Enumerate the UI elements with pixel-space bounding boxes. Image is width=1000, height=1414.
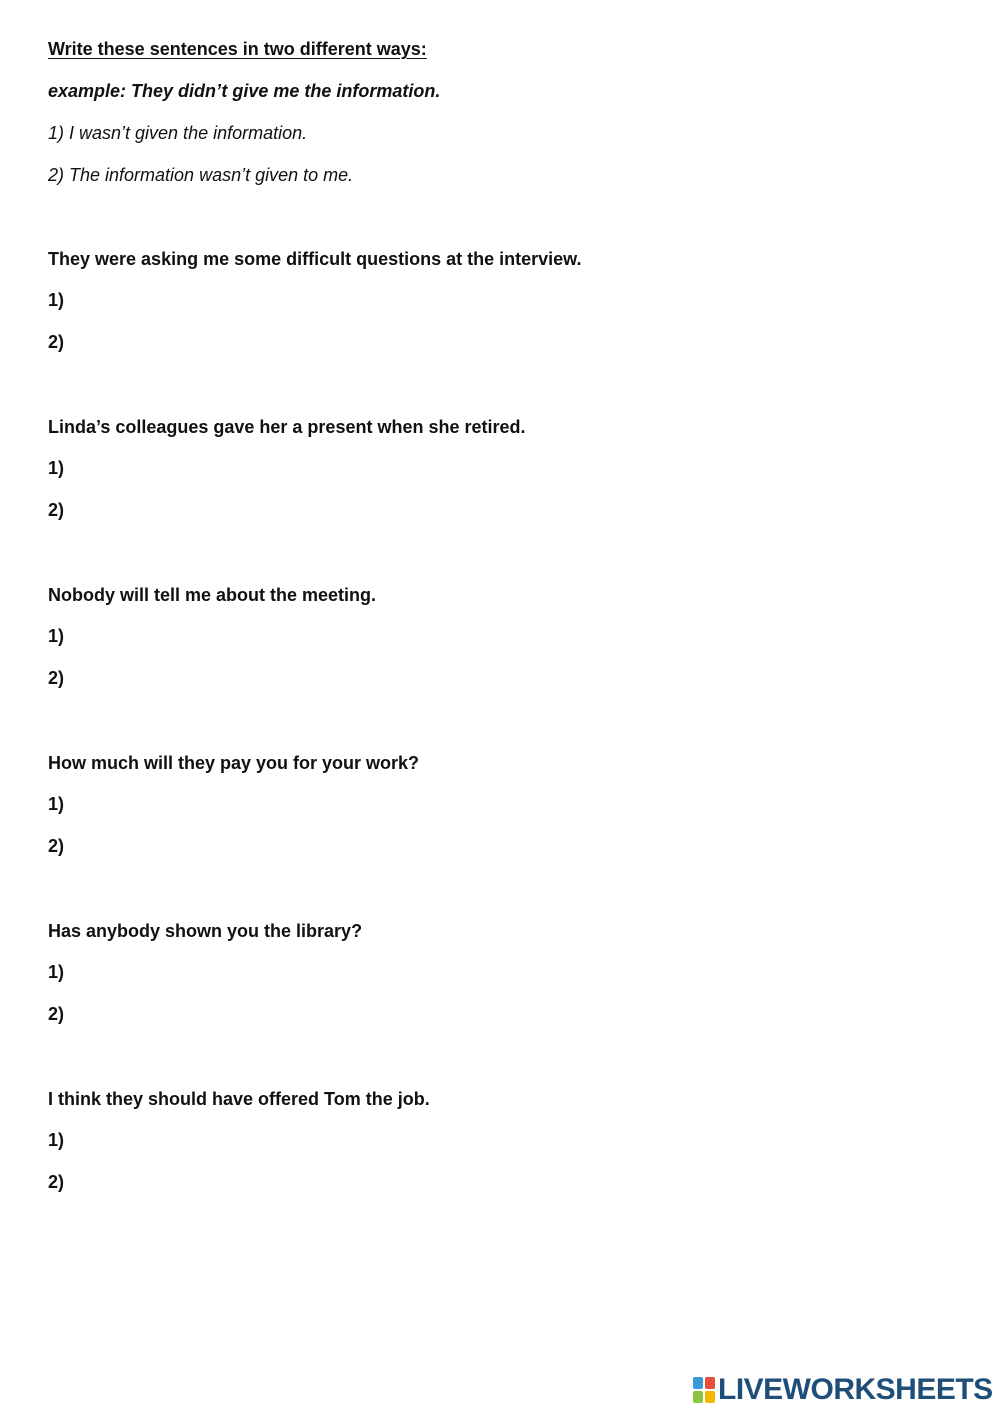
answer-row [48, 834, 608, 858]
answer-input[interactable] [70, 625, 608, 648]
answer-label: 2) [48, 836, 65, 856]
answer-row [48, 288, 608, 312]
answer-input[interactable] [70, 289, 608, 312]
answer-row [48, 792, 608, 816]
question-sentence: How much will they pay you for your work? [48, 753, 420, 773]
answer-label: 2) [48, 500, 65, 520]
answer-row [48, 330, 608, 354]
logo-brand-text: LIVEWORKSHEETS [718, 1373, 993, 1406]
answer-row [48, 1170, 608, 1194]
answer-row [48, 1128, 608, 1152]
example-answer-2: 2) The information wasn’t given to me. [48, 165, 354, 185]
answer-label: 2) [48, 332, 65, 352]
answer-input[interactable] [70, 1171, 608, 1194]
answer-label: 1) [48, 626, 65, 646]
logo-square-yellow [705, 1391, 715, 1403]
liveworksheets-logo [693, 1374, 993, 1406]
answer-label: 2) [48, 1172, 65, 1192]
answer-input[interactable] [70, 331, 608, 354]
answer-row [48, 456, 608, 480]
question-sentence: Has anybody shown you the library? [48, 921, 363, 941]
answer-input[interactable] [70, 1003, 608, 1026]
answer-input[interactable] [70, 667, 608, 690]
example-sentence: example: They didn’t give me the information. [48, 81, 441, 101]
answer-label: 1) [48, 1130, 65, 1150]
answer-row [48, 498, 608, 522]
answer-label: 2) [48, 1004, 65, 1024]
answer-input[interactable] [70, 457, 608, 480]
answer-input[interactable] [70, 835, 608, 858]
question-sentence: They were asking me some difficult questions at the interview. [48, 249, 582, 269]
answer-label: 1) [48, 290, 65, 310]
answer-row [48, 960, 608, 984]
answer-input[interactable] [70, 961, 608, 984]
question-sentence: I think they should have offered Tom the job. [48, 1089, 430, 1109]
answer-label: 1) [48, 962, 65, 982]
answer-input[interactable] [70, 499, 608, 522]
example-answer-1: 1) I wasn’t given the information. [48, 123, 308, 143]
logo-square-blue [693, 1377, 703, 1389]
answer-label: 1) [48, 794, 65, 814]
question-sentence: Linda’s colleagues gave her a present when she retired. [48, 417, 526, 437]
instructions-title: Write these sentences in two different ways: [48, 39, 427, 59]
answer-row [48, 624, 608, 648]
logo-square-green [693, 1391, 703, 1403]
logo-square-red [705, 1377, 715, 1389]
answer-input[interactable] [70, 1129, 608, 1152]
question-sentence: Nobody will tell me about the meeting. [48, 585, 377, 605]
answer-row [48, 1002, 608, 1026]
liveworksheets-logo-icon [693, 1377, 715, 1403]
answer-input[interactable] [70, 793, 608, 816]
answer-label: 2) [48, 668, 65, 688]
answer-row [48, 666, 608, 690]
answer-label: 1) [48, 458, 65, 478]
